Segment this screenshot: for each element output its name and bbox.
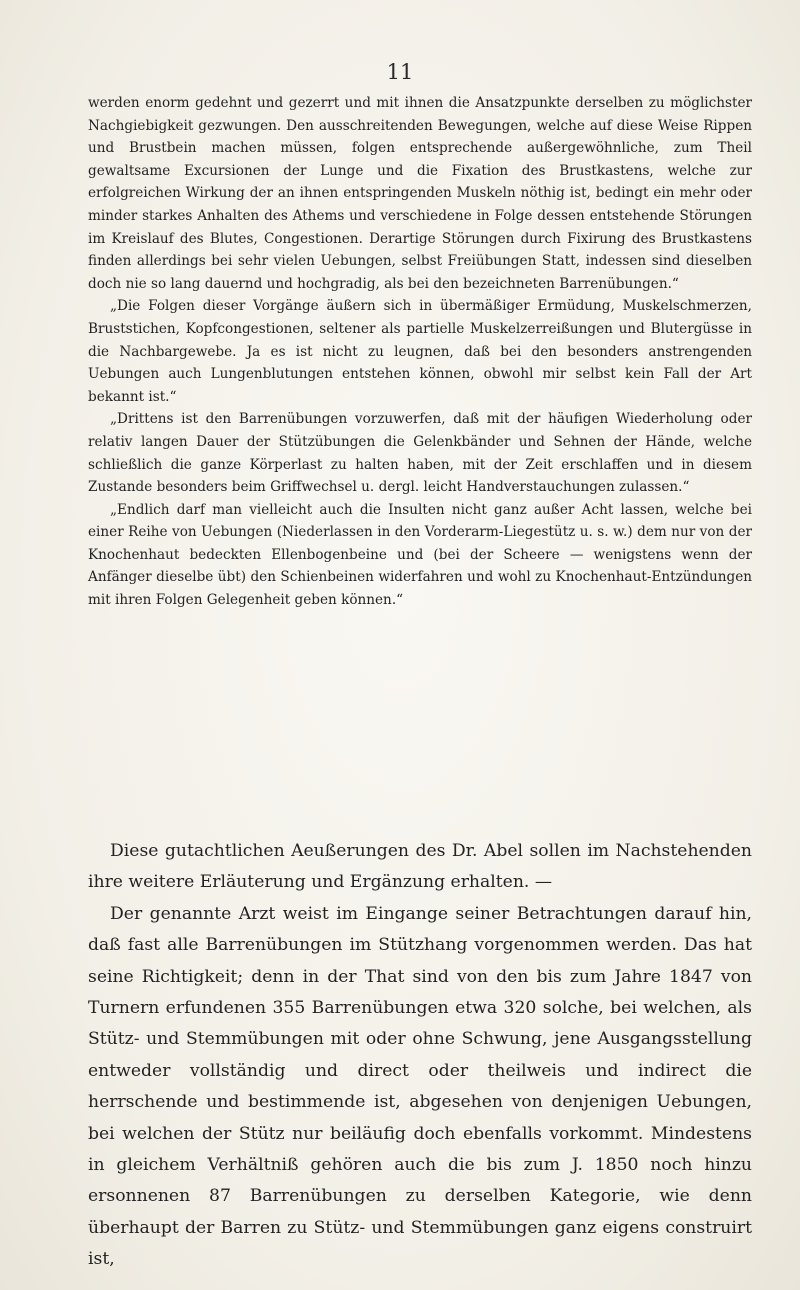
quote-paragraph-2: „Die Folgen dieser Vorgänge äußern sich in übermäßiger Ermüdung, Muskelschmerzen, Bruststichen, Kopfcongestionen, seltener als partielle Muskelzerreißungen und Blutergüsse in die Nachbargewebe. Ja es ist nicht zu leugnen, daß bei den besonders anstrengenden Uebungen auch Lungenblutungen entstehen können, obwohl mir selbst kein Fall der Art bekannt ist.“ <box>88 298 752 405</box>
body-paragraph-2: Der genannte Arzt weist im Eingange seiner Betrachtungen darauf hin, daß fast alle Barrenübungen im Stützhang vorgenommen werden. Das hat seine Richtigkeit; denn in der That sind von den bis zum Jahre 1847 von Turnern erfundenen 355 Barrenübungen etwa 320 solche, bei welchen, als Stütz- und Stemmübungen mit oder ohne Schwung, jene Ausgangsstellung entweder vollständig und direct oder theilweis und indirect die herrschende und bestimmende ist, abgesehen von denjenigen Uebungen, bei welchen der Stütz nur beiläufig doch ebenfalls vorkommt. Mindestens in gleichem Verhältniß gehören auch die bis zum J. 1850 noch hinzu ersonnenen 87 Barrenübungen zu derselben Kategorie, wie denn überhaupt der Barren zu Stütz- und Stemmübungen ganz eigens construirt ist, <box>88 903 752 1270</box>
main-text <box>88 836 752 1276</box>
body-dash: — <box>534 872 553 893</box>
page-number: 11 <box>386 60 414 84</box>
quoted-passage <box>88 92 752 612</box>
body-paragraph-1 <box>88 836 752 899</box>
body-paragraph-1-text: Diese gutachtlichen Aeußerungen des Dr. Abel sollen im Nachstehenden ihre weitere Erläuterung und Ergänzung erhalten. <box>88 841 752 893</box>
quote-paragraph-1: werden enorm gedehnt und gezerrt und mit ihnen die Ansatzpunkte derselben zu möglichster Nachgiebigkeit gezwungen. Den ausschreitenden Bewegungen, welche auf diese Weise Rippen und Brustbein machen müssen, folgen entsprechende außergewöhnliche, zum Theil gewaltsame Excursionen der Lunge und die Fixation des Brustkastens, welche zur erfolgreichen Wirkung der an ihnen entspringenden Muskeln nöthig ist, bedingt ein mehr oder minder starkes Anhalten des Athems und verschiedene in Folge dessen entstehende Störungen im Kreislauf des Blutes, Congestionen. Derartige Störungen durch Fixirung des Brustkastens finden allerdings bei sehr vielen Uebungen, selbst Freiübungen Statt, indessen sind dieselben doch nie so lang dauernd und hochgradig, als bei den bezeichneten Barrenübungen.“ <box>88 95 752 292</box>
quote-paragraph-4: „Endlich darf man vielleicht auch die Insulten nicht ganz außer Acht lassen, welche bei einer Reihe von Uebungen (Niederlassen in den Vorderarm-Liegestütz u. s. w.) dem nur von der Knochenhaut bedeckten Ellenbogenbeine und (bei der Scheere — wenigstens wenn der Anfänger dieselbe übt) den Schienbeinen widerfahren und wohl zu Knochenhaut-Entzündungen mit ihren Folgen Gelegenheit geben können.“ <box>88 501 752 609</box>
quote-paragraph-3: „Drittens ist den Barrenübungen vorzuwerfen, daß mit der häufigen Wiederholung oder relativ langen Dauer der Stützübungen die Gelenkbänder und Sehnen der Hände, welche schließlich die ganze Körperlast zu halten haben, mit der Zeit erschlaffen und in diesem Zustande besonders beim Griffwechsel u. dergl. leicht Handverstauchungen zulassen.“ <box>88 411 752 496</box>
